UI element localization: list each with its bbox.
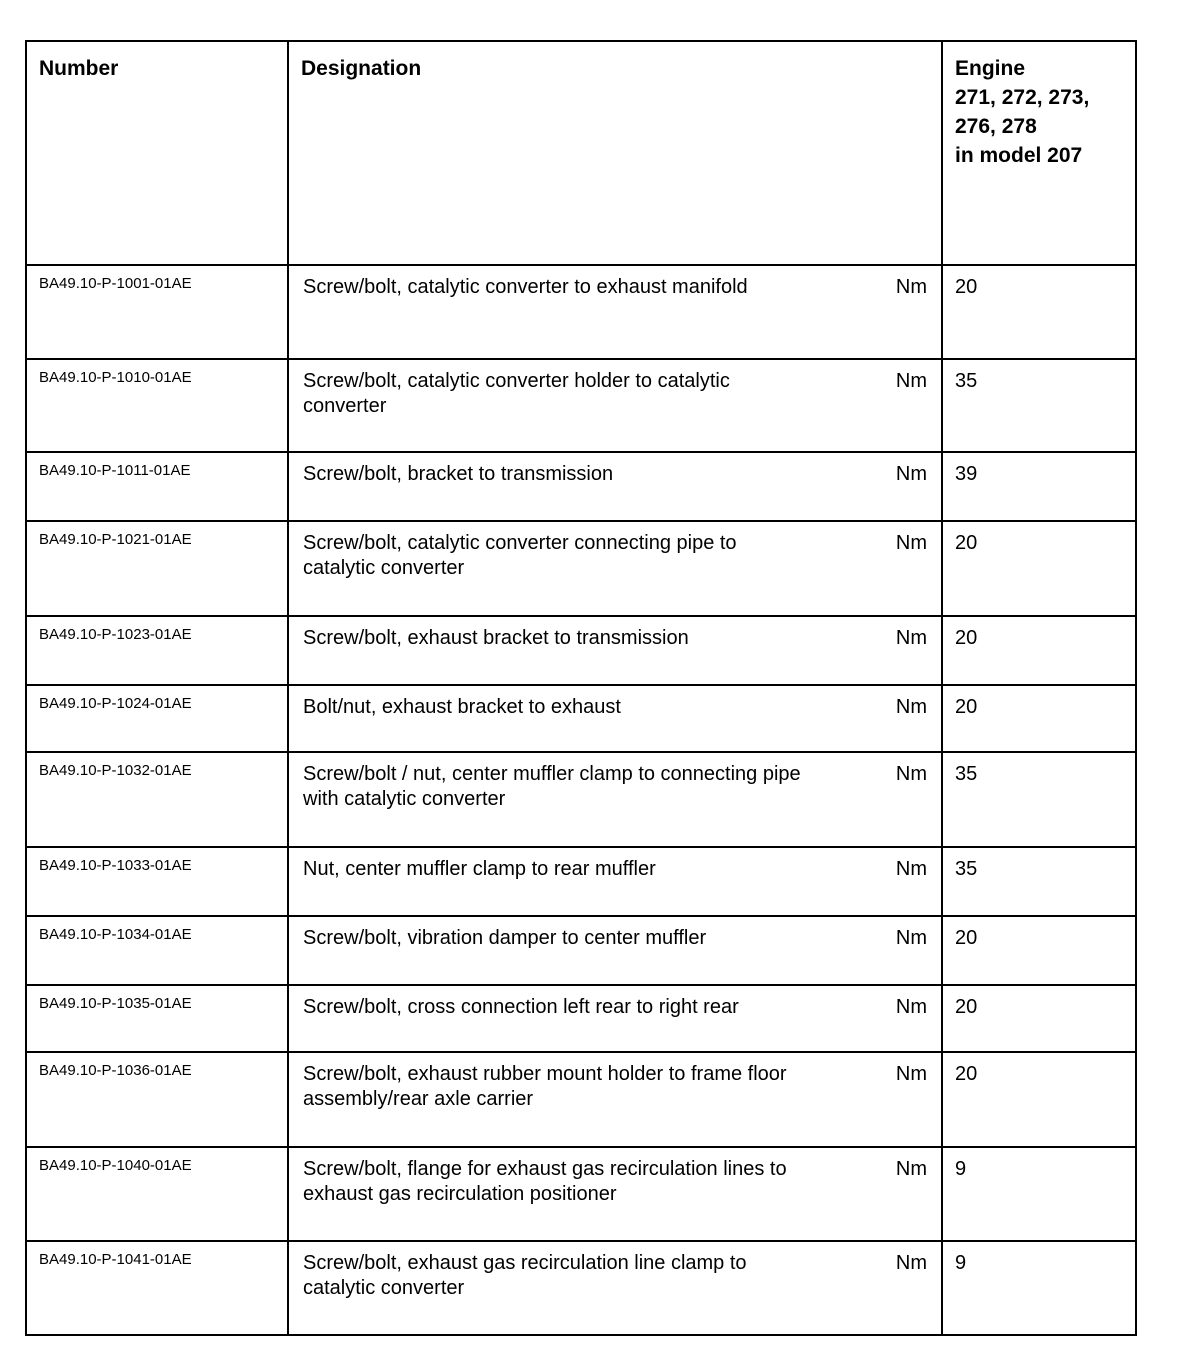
table-row xyxy=(26,452,1136,521)
designation: Screw/bolt, vibration damper to center muffler xyxy=(303,927,707,949)
unit: Nm xyxy=(895,1252,927,1274)
table-row xyxy=(26,521,1136,616)
torque-value: 20 xyxy=(955,696,978,718)
torque-value: 35 xyxy=(955,370,978,392)
part-number: BA49.10-P-1001-01AE xyxy=(39,275,192,292)
part-number: BA49.10-P-1010-01AE xyxy=(39,369,192,386)
designation: Bolt/nut, exhaust bracket to exhaust xyxy=(303,696,621,718)
unit: Nm xyxy=(895,627,927,649)
part-number: BA49.10-P-1035-01AE xyxy=(39,995,192,1012)
table-row xyxy=(26,916,1136,985)
header-number-cell xyxy=(26,41,288,265)
header-engine-line: 271, 272, 273, xyxy=(955,86,1090,109)
part-number: BA49.10-P-1023-01AE xyxy=(39,626,192,643)
table-row xyxy=(26,265,1136,359)
designation: Screw/bolt, bracket to transmission xyxy=(303,463,614,485)
designation: Screw/bolt, catalytic converter to exhaust manifold xyxy=(303,276,748,298)
table-row xyxy=(26,985,1136,1052)
torque-value: 20 xyxy=(955,927,978,949)
torque-value: 20 xyxy=(955,996,978,1018)
designation: Screw/bolt, catalytic converter holder to catalytic converter xyxy=(303,370,730,417)
header-engine-line: Engine xyxy=(955,57,1026,80)
part-number: BA49.10-P-1036-01AE xyxy=(39,1062,192,1079)
designation: Screw/bolt, exhaust rubber mount holder to frame floor assembly/rear axle carrier xyxy=(303,1063,787,1110)
unit: Nm xyxy=(895,927,927,949)
table-row xyxy=(26,847,1136,916)
unit: Nm xyxy=(895,1063,927,1085)
unit: Nm xyxy=(895,763,927,785)
table-row xyxy=(26,359,1136,452)
unit: Nm xyxy=(895,696,927,718)
torque-value: 35 xyxy=(955,763,978,785)
designation: Screw/bolt, exhaust bracket to transmission xyxy=(303,627,689,649)
part-number: BA49.10-P-1034-01AE xyxy=(39,926,192,943)
designation: Screw/bolt, cross connection left rear to right rear xyxy=(303,996,739,1018)
torque-value: 9 xyxy=(955,1252,967,1274)
part-number: BA49.10-P-1024-01AE xyxy=(39,695,192,712)
header-engine-cell xyxy=(942,41,1136,265)
torque-value: 20 xyxy=(955,627,978,649)
designation: Nut, center muffler clamp to rear muffler xyxy=(303,858,656,880)
table-row xyxy=(26,1052,1136,1147)
torque-value: 20 xyxy=(955,532,978,554)
header-designation-cell xyxy=(288,41,942,265)
designation: Screw/bolt, flange for exhaust gas recirculation lines to exhaust gas recirculation positioner xyxy=(303,1158,787,1205)
table-row xyxy=(26,1147,1136,1241)
header-row xyxy=(26,41,1136,265)
part-number: BA49.10-P-1041-01AE xyxy=(39,1251,192,1268)
unit: Nm xyxy=(895,276,927,298)
table-row xyxy=(26,685,1136,752)
header-engine-line: in model 207 xyxy=(955,144,1083,167)
header-designation: Designation xyxy=(301,57,422,80)
designation: Screw/bolt / nut, center muffler clamp to connecting pipe with catalytic converter xyxy=(303,763,801,810)
table-row xyxy=(26,752,1136,847)
part-number: BA49.10-P-1011-01AE xyxy=(39,462,191,479)
header-number: Number xyxy=(39,57,119,80)
torque-spec-table xyxy=(25,40,1137,1336)
part-number: BA49.10-P-1032-01AE xyxy=(39,762,192,779)
unit: Nm xyxy=(895,996,927,1018)
unit: Nm xyxy=(895,1158,927,1180)
table-row xyxy=(26,616,1136,685)
designation: Screw/bolt, catalytic converter connecting pipe to catalytic converter xyxy=(303,532,737,579)
unit: Nm xyxy=(895,532,927,554)
part-number: BA49.10-P-1040-01AE xyxy=(39,1157,192,1174)
unit: Nm xyxy=(895,463,927,485)
torque-value: 20 xyxy=(955,276,978,298)
designation: Screw/bolt, exhaust gas recirculation line clamp to catalytic converter xyxy=(303,1252,747,1299)
torque-value: 39 xyxy=(955,463,978,485)
table-row xyxy=(26,1241,1136,1335)
part-number: BA49.10-P-1033-01AE xyxy=(39,857,192,874)
unit: Nm xyxy=(895,858,927,880)
torque-value: 35 xyxy=(955,858,978,880)
part-number: BA49.10-P-1021-01AE xyxy=(39,531,192,548)
header-engine xyxy=(943,42,1135,170)
torque-value: 20 xyxy=(955,1063,978,1085)
torque-value: 9 xyxy=(955,1158,967,1180)
header-engine-line: 276, 278 xyxy=(955,115,1037,138)
unit: Nm xyxy=(895,370,927,392)
